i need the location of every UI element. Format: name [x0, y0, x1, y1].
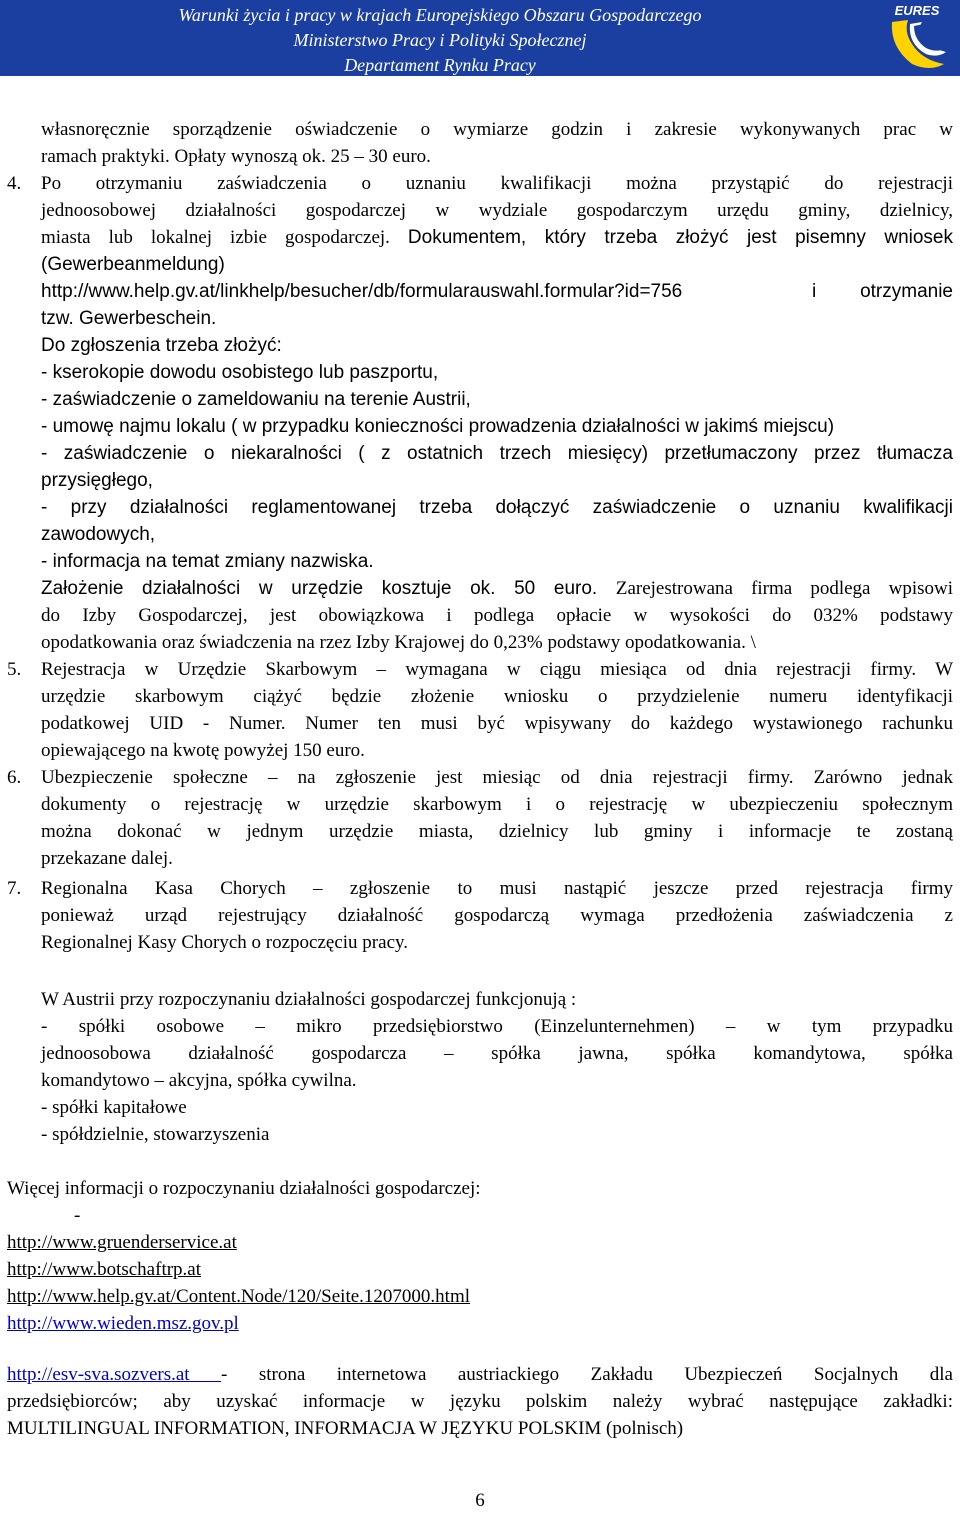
intro-line-1: własnoręcznie sporządzenie oświadczenie o wymiarze godzin i zakresie wykonywanych prac w: [41, 119, 953, 140]
requirement-5-cont: zawodowych,: [41, 524, 156, 545]
header-line-1: Warunki życia i pracy w krajach Europejskiego Obszaru Gospodarczego: [178, 5, 702, 25]
item-6-line-3: można dokonać w jednym urzędzie miasta, dzielnicy lub gminy i informacje te zostaną: [41, 821, 953, 842]
item-5-line-4: opiewającego na kwotę powyżej 150 euro.: [41, 740, 365, 761]
logo-text: EURES: [894, 3, 940, 18]
item-4-line-3a: miasta lub lokalnej izbie gospodarczej.: [41, 227, 408, 248]
item-4-line-6: tzw. Gewerbeschein.: [41, 308, 217, 329]
esv-line-2: przedsiębiorców; aby uzyskać informacje w języku polskim należy wybrać następujące zakładki:: [7, 1391, 953, 1412]
item-6-number: 6.: [7, 767, 22, 788]
requirement-3: - umowę najmu lokalu ( w przypadku konieczności prowadzenia działalności w jakimś miejscu): [41, 416, 835, 437]
requirement-4: - zaświadczenie o niekaralności ( z ostatnich trzech miesięcy) przetłumaczony przez tłumacza: [41, 443, 953, 464]
forms-line-1: - spółki osobowe – mikro przedsiębiorstwo (Einzelunternehmen) – w tym przypadku: [41, 1016, 953, 1037]
form-url[interactable]: http://www.help.gv.at/linkhelp/besucher/db/formularauswahl.formular?id=756: [41, 281, 683, 302]
cost-line-3: opodatkowania oraz świadczenia na rzez Izby Krajowej do 0,23% podstawy opodatkowania. \: [41, 632, 756, 653]
esv-line-1: [7, 1361, 953, 1388]
header-line-3: Departament Rynku Pracy: [344, 55, 536, 75]
item-4-number: 4.: [7, 173, 22, 194]
cost-line-2: do Izby Gospodarczej, jest obowiązkowa i podlega opłacie w wysokości do 032% podstawy: [41, 605, 953, 626]
item-5-number: 5.: [7, 659, 22, 680]
item-7-line-3: Regionalnej Kasy Chorych o rozpoczęciu pracy.: [41, 932, 409, 953]
more-info-title: Więcej informacji o rozpoczynaniu działalności gospodarczej:: [7, 1178, 481, 1199]
forms-line-3: komandytowo – akcyjna, spółka cywilna.: [41, 1070, 357, 1091]
esv-line-1-text: - strona internetowa austriackiego Zakładu Ubezpieczeń Socjalnych dla: [221, 1364, 953, 1385]
cost-line-1a: Założenie działalności w urzędzie kosztuje ok. 50 euro.: [41, 578, 616, 599]
link-help-gv[interactable]: http://www.help.gv.at/Content.Node/120/Seite.1207000.html: [7, 1286, 470, 1307]
requirement-4-cont: przysięgłego,: [41, 470, 153, 491]
item-4-line-1: Po otrzymaniu zaświadczenia o uznaniu kwalifikacji można przystąpić do rejestracji: [41, 173, 953, 194]
item-6-line-2: dokumenty o rejestrację w urzędzie skarbowym i o rejestrację w ubezpieczeniu społecznym: [41, 794, 953, 815]
item-4-line-5: [41, 278, 953, 305]
link-gruenderservice[interactable]: http://www.gruenderservice.at: [7, 1232, 237, 1253]
requirement-2: - zaświadczenie o zameldowaniu na terenie Austrii,: [41, 389, 471, 410]
requirements-title: Do zgłoszenia trzeba złożyć:: [41, 335, 282, 356]
item-4-line-4: (Gewerbeanmeldung): [41, 254, 225, 275]
forms-line-2: jednoosobowa działalność gospodarcza – spółka jawna, spółka komandytowa, spółka: [41, 1043, 953, 1064]
item-4-line-2: jednoosobowej działalności gospodarczej w wydziale gospodarczym urzędu gminy, dzielnicy,: [41, 200, 953, 221]
item-4-line-5b: i: [812, 281, 817, 302]
esv-line-3: MULTILINGUAL INFORMATION, INFORMACJA W JĘZYKU POLSKIM (polnisch): [7, 1418, 684, 1439]
intro-line-2: ramach praktyki. Opłaty wynoszą ok. 25 – 30 euro.: [41, 146, 431, 167]
item-7-line-2: ponieważ urząd rejestrujący działalność gospodarczą wymaga przedłożenia zaświadczenia z: [41, 905, 953, 926]
requirement-5: - przy działalności reglamentowanej trzeba dołączyć zaświadczenie o uznaniu kwalifikacji: [41, 497, 953, 518]
forms-line-4: - spółki kapitałowe: [41, 1097, 187, 1118]
header-text: [0, 3, 880, 78]
requirement-6: - informacja na temat zmiany nazwiska.: [41, 551, 374, 572]
page-header: [0, 0, 960, 76]
more-info-dash: -: [74, 1205, 81, 1226]
item-6-line-1: Ubezpieczenie społeczne – na zgłoszenie jest miesiąc od dnia rejestracji firmy. Zarówno jednak: [41, 767, 953, 788]
link-wieden-msz[interactable]: http://www.wieden.msz.gov.pl: [7, 1313, 239, 1334]
item-4-line-3: [41, 224, 953, 251]
item-4-line-5c: otrzymanie: [860, 281, 953, 302]
item-6-line-4: przekazane dalej.: [41, 848, 173, 869]
link-esv-sva[interactable]: http://esv-sva.sozvers.at: [7, 1364, 222, 1385]
requirement-1: - kserokopie dowodu osobistego lub paszportu,: [41, 362, 439, 383]
page-number: 6: [475, 1490, 485, 1511]
item-4-line-3b: Dokumentem, który trzeba złożyć jest pisemny wniosek: [407, 227, 954, 248]
forms-title: W Austrii przy rozpoczynaniu działalności gospodarczej funkcjonują :: [41, 989, 577, 1010]
item-7-number: 7.: [7, 878, 22, 899]
item-7-line-1: Regionalna Kasa Chorych – zgłoszenie to musi nastąpić jeszcze przed rejestracja firmy: [41, 878, 953, 899]
forms-line-5: - spółdzielnie, stowarzyszenia: [41, 1124, 270, 1145]
cost-line-1: [41, 575, 953, 602]
item-5-line-1: Rejestracja w Urzędzie Skarbowym – wymagana w ciągu miesiąca od dnia rejestracji firmy. W: [41, 659, 953, 680]
item-5-line-2: urzędzie skarbowym ciążyć będzie złożenie wniosku o przydzielenie numeru identyfikacji: [41, 686, 953, 707]
link-botschaftrp[interactable]: http://www.botschaftrp.at: [7, 1259, 202, 1280]
header-line-2: Ministerstwo Pracy i Polityki Społecznej: [293, 30, 587, 50]
cost-line-1b: Zarejestrowana firma podlega wpisowi: [615, 578, 953, 599]
eures-logo: [882, 2, 952, 74]
item-5-line-3: podatkowej UID - Numer. Numer ten musi być wpisywany do każdego wystawionego rachunku: [41, 713, 953, 734]
